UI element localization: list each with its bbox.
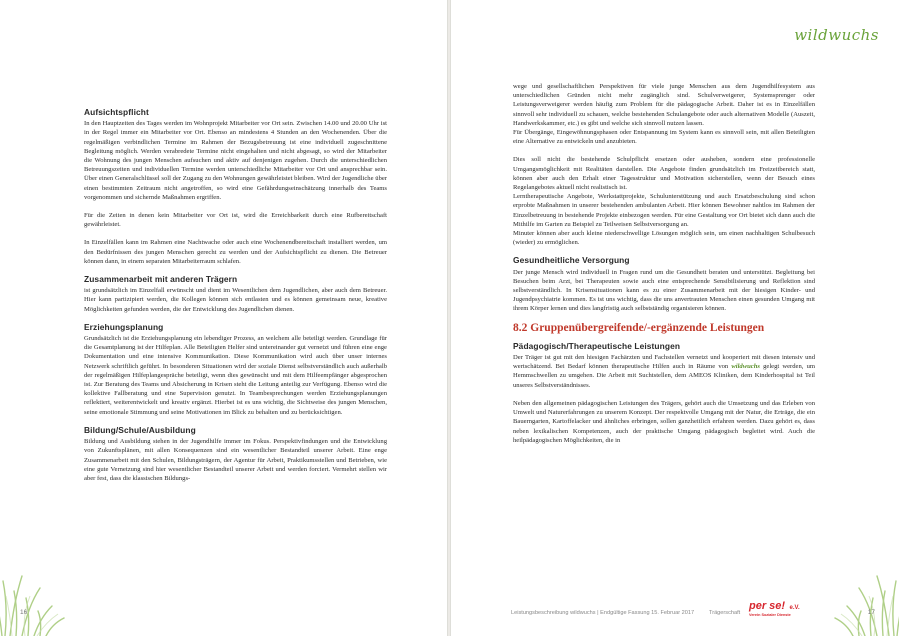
right-text-column bbox=[513, 82, 815, 445]
footer-document-title: Leistungsbeschreibung wildwuchs | Endgültige Fassung 15. Februar 2017 bbox=[511, 610, 695, 616]
chapter-heading: 8.2 Gruppenübergreifende/-ergänzende Leistungen bbox=[513, 321, 765, 334]
wildwuchs-logo: wildwuchs bbox=[794, 26, 879, 44]
paragraph: Lerntherapeutische Angebote, Werkstattprojekte, Schulunterstützung und auch Ersatzbeschulung sind schon erprobte Maßnahmen in unserer bestehenden ambulanten Arbeit. Hier können Bewohner nahtlos im Rahmen der Einzelbetreuung in bestehende Projekte einbezogen werden. Für eine Gestaltung vor Ort bietet sich dann auch die Mithilfe im Garten zu Beispiel zu Teilweisen Selbstversorgung an. bbox=[513, 193, 815, 228]
heading-therapeutisch: Pädagogisch/Therapeutische Leistungen bbox=[513, 340, 681, 351]
paragraph: Grundsätzlich ist die Erziehungsplanung ein lebendiger Prozess, an welchem alle beteiligt werden. Grundlage für die Gesamtplanung ist der Hilfeplan. Alle Beteiligten Helfer sind untereinander gut vernetzt und führen eine enge Dokumentation und eine intensive Kommunikation. Diese Kommunikation wird auch über unser internes Netzwerk schriftlich geführt. In besonderen Situationen wird der soziale Dienst selbstverständlich auch außerhalb der regelmäßigen Hilfeplangespräche beteiligt, wenn dies gewünscht und mit dem Hilfeempfänger abgesprochen ist. Zur Beratung des Teams und Absicherung in Krisen steht die Leitung anteilig zur Verfügung. Ebenso wird die kollektive Fallberatung und eine Supervision genutzt. In Teambesprechungen werden Erziehungsplanungen reflektiert, weiterentwickelt und kreativ ergänzt. Hierbei ist es uns wichtig, die Sichtweise des jungen Menschen, seine emotionale Stimmung und seine Motivationen im Blick zu behalten und zu berücksichtigen. bbox=[84, 335, 387, 416]
paragraph: Bildung und Ausbildung stehen in der Jugendhilfe immer im Fokus. Perspektivfindungen und die Entwicklung von Zukunftsplänen, mit allen Konsequenzen sind ein wesentlicher Bestandteil unserer Arbeit. Eine enge Zusammenarbeit mit den Schulen, Bildungsträgern, der Agentur für Arbeit, Praktikumsstellen und Betrieben, wie eine gute Vernetzung sind hier wesentlicher Bestandteil unserer Arbeit und werden forciert. Vermehrt stellen wir aber fest, dass die klassischen Bildungs- bbox=[84, 438, 387, 482]
paragraph: In Einzelfällen kann im Rahmen eine Nachtwache oder auch eine Wochenendbereitschaft installiert werden, um den Bedürfnissen des jungen Menschen gerecht zu werden und der Aufsichtspflicht zu dienen. Die Betreuer können dann, in einem separaten Mitarbeiterraum schlafen. bbox=[84, 239, 387, 265]
paragraph: Für die Zeiten in denen kein Mitarbeiter vor Ort ist, wird die Erreichbarkeit durch eine Rufbereitschaft gewährleistet. bbox=[84, 212, 387, 229]
right-page bbox=[451, 0, 899, 636]
left-text-column bbox=[84, 106, 387, 483]
heading-zusammenarbeit: Zusammenarbeit mit anderen Trägern bbox=[84, 274, 238, 285]
footer-sponsor-label: Trägerschaft bbox=[709, 610, 741, 616]
grass-decoration-right bbox=[809, 526, 899, 636]
paragraph: Dies soll nicht die bestehende Schulpflicht ersetzen oder ausheben, sondern eine professionelle Umgangsmöglichkeit mit Realitäten darstellen. Die Angebote finden grundsätzlich im Freizeitbereich statt, können aber auch den Erhalt einer Tagesstruktur und Motivation sicherstellen, wenn der Besuch eines Regelangebotes aktuell nicht realistisch ist. bbox=[513, 156, 815, 192]
paragraph: Neben den allgemeinen pädagogischen Leistungen des Trägers, gehört auch die Umsetzung und das Erleben von Umwelt und Naturerfahrungen zu unserem Konzept. Der respektvolle Umgang mit der Natur, die Erträge, die ein Bauerngarten, Kartoffelacker und ähnliches erbringen, sollen ganzheitlich erfahren werden. Dazu gehört es, dass neben lexikalischen Kompetenzen, auch der praktische Umgang pädagogisch begleitet wird. Auch die heilpädagogischen Möglichkeiten, die in bbox=[513, 399, 815, 444]
left-page bbox=[0, 0, 447, 636]
page-number-left: 16 bbox=[20, 609, 28, 616]
paragraph: Für Übergänge, Eingewöhnungsphasen oder Entspannung im System kann es sinnvoll sein, mit allen Beteiligten eine Alternative zu entwickeln und anzubieten. bbox=[513, 129, 815, 146]
grass-decoration-left bbox=[0, 526, 90, 636]
heading-gesundheit: Gesundheitliche Versorgung bbox=[513, 255, 630, 266]
heading-aufsichtspflicht: Aufsichtspflicht bbox=[84, 107, 149, 117]
paragraph: Der Träger ist gut mit den hiesigen Fachärzten und Fachstellen vernetzt und kooperiert mit diesen intensiv und wertschätzend. Bei Bedarf können therapeutische Hilfen auch in Räume von wildwuchs gelegt werden, um Hemmschwellen zu umgehen. Die Arbeit mit Suchtstellen, dem AMEOS Kliniken, dem Kinderhospital ist Teil unseres Selbstverständnisses. bbox=[513, 354, 815, 389]
paragraph: Minuter können aber auch kleine niederschwellige Lösungen möglich sein, um einen nachhaltigen Schulbesuch (wieder) zu ermöglichen. bbox=[513, 230, 815, 247]
paragraph: In den Hauptzeiten des Tages werden im Wohnprojekt Mitarbeiter vor Ort sein. Zwischen 14.00 und 20.00 Uhr ist in der Regel immer ein Mitarbeiter vor Ort. Ebenso an mindestens 4 Stunden an den Wochenenden. Über die regelmäßigen verbindlichen Termine im Rahmen der Bezugsbetreuung ist eine individuell zugeschnittene Begleitung möglich. Werden verabredete Termine nicht eingehalten und nicht abgesagt, so wird der Mitarbeiter die Wohnung des jungen Menschen aufsuchen und aktiv auf denjenigen zugehen. Durch die unterschiedlichen Betreuungszeiten und individuellen Termine werden unterschiedliche Mitarbeiter vor Ort und ansprechbar sein. Über einen Generalschlüssel soll der Zugang zu den Wohnungen gewährleistet bleiben. Wird der Jugendliche über einen bestimmten Zeitraum nicht angetroffen, so wird eine Gefährdungseinschätzung innerhalb des Teams vorgenommen und sichernde Maßnahmen ergriffen. bbox=[84, 120, 387, 201]
page-number-right: 17 bbox=[867, 609, 875, 616]
heading-erziehungsplanung: Erziehungsplanung bbox=[84, 321, 164, 332]
wildwuchs-inline: wildwuchs bbox=[731, 363, 760, 371]
paragraph: ist grundsätzlich im Einzelfall erwünscht und dient im Wesentlichen dem Jugendlichen, aber auch dem Betreuer. Hier kann partizipiert werden, die Kollegen können sich entlasten und es können gemeinsam neue, kreative Möglichkeiten gefunden werden, die der Entwicklung des Jugendlichen dienen. bbox=[84, 287, 387, 313]
heading-bildung: Bildung/Schule/Ausbildung bbox=[84, 424, 196, 435]
paragraph: wege und gesellschaftlichen Perspektiven für viele junge Menschen aus dem Jugendhilfesystem aus unterschiedlichen Gründen nicht mehr zugänglich sind. Schulverweigerer, Systemsprenger oder Leistungsverweigerer werden häufig zum Problem für die pädagogische Arbeit. Daher ist es in Einzelfällen sinnvoll sehr individuell zu schauen, welche bestehenden Schulangebote oder auch alternativen Modelle (Auszeit, Handwerkskammer, etc.) es gibt und welche sich sinnvoll nutzen lassen. bbox=[513, 83, 815, 127]
paragraph: Der junge Mensch wird individuell in Fragen rund um die Gesundheit beraten und unterstützt. Begleitung bei Besuchen beim Arzt, bei Therapeuten sowie auch eine entsprechende Sensibilisierung und Reflektion sind selbstverständlich. In Krisensituationen kann es zu einer Zusammenarbeit mit der hiesigen Kinder- und Jugendpsychiatrie kommen. Es ist uns wichtig, dass die uns anvertrauten Menschen einen gesunden Umgang mit ihrem Körper lernen und dies langfristig auch selbstständig organisieren können. bbox=[513, 268, 815, 313]
perse-logo: per se! e.V. Verein Sozialer Dienste bbox=[749, 600, 800, 618]
